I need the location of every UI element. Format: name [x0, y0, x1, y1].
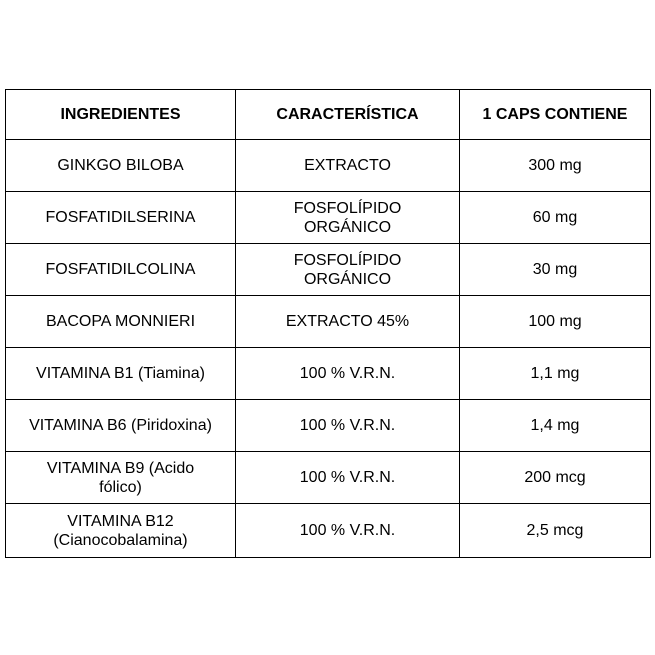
amount-cell: 100 mg — [460, 296, 651, 348]
table-row — [6, 296, 651, 348]
amount-cell: 2,5 mcg — [460, 504, 651, 558]
characteristic-text: 100 % V.R.N. — [299, 417, 396, 434]
ingredient-text: VITAMINA B9 (Acido — [46, 459, 195, 477]
amount-cell: 60 mg — [460, 192, 651, 244]
characteristic-text: 100 % V.R.N. — [299, 365, 396, 382]
characteristic-cell — [236, 400, 460, 452]
ingredient-text: FOSFATIDILCOLINA — [45, 261, 196, 278]
ingredient-text: (Cianocobalamina) — [53, 531, 188, 549]
ingredient-text: FOSFATIDILSERINA — [45, 209, 196, 226]
ingredient-text: VITAMINA B1 (Tiamina) — [36, 365, 205, 382]
table-row — [6, 244, 651, 296]
characteristic-text: EXTRACTO 45% — [285, 313, 410, 330]
ingredient-cell — [6, 192, 236, 244]
ingredient-cell — [6, 244, 236, 296]
characteristic-cell — [236, 504, 460, 558]
characteristic-text: EXTRACTO — [304, 157, 391, 174]
ingredient-text: BACOPA MONNIERI — [45, 313, 196, 330]
amount-cell: 1,4 mg — [460, 400, 651, 452]
characteristic-cell — [236, 244, 460, 296]
characteristic-cell — [236, 192, 460, 244]
ingredient-cell — [6, 504, 236, 558]
characteristic-cell — [236, 140, 460, 192]
characteristic-text: 100 % V.R.N. — [299, 522, 396, 539]
header-caracteristica: CARACTERÍSTICA — [236, 90, 460, 140]
ingredient-cell — [6, 348, 236, 400]
header-ingredientes: INGREDIENTES — [6, 90, 236, 140]
characteristic-cell — [236, 296, 460, 348]
amount-cell: 200 mcg — [460, 452, 651, 504]
characteristic-text: FOSFOLÍPIDO — [293, 199, 402, 217]
table-row — [6, 348, 651, 400]
ingredient-text: VITAMINA B6 (Piridoxina) — [29, 417, 212, 434]
characteristic-text: FOSFOLÍPIDO — [293, 251, 402, 269]
characteristic-text: ORGÁNICO — [303, 218, 392, 236]
ingredient-cell — [6, 400, 236, 452]
table-row — [6, 452, 651, 504]
ingredient-cell — [6, 452, 236, 504]
ingredient-text: fólico) — [99, 478, 142, 496]
characteristic-cell — [236, 452, 460, 504]
amount-cell: 1,1 mg — [460, 348, 651, 400]
table-row — [6, 192, 651, 244]
table-row — [6, 400, 651, 452]
characteristic-text: ORGÁNICO — [303, 270, 392, 288]
table-row — [6, 140, 651, 192]
amount-cell: 30 mg — [460, 244, 651, 296]
ingredient-text: VITAMINA B12 — [67, 512, 174, 530]
ingredient-text: GINKGO BILOBA — [57, 157, 184, 174]
table-row — [6, 504, 651, 558]
ingredient-cell — [6, 296, 236, 348]
ingredient-cell — [6, 140, 236, 192]
characteristic-text: 100 % V.R.N. — [299, 469, 396, 486]
characteristic-cell — [236, 348, 460, 400]
table-header-row — [6, 90, 651, 140]
amount-cell: 300 mg — [460, 140, 651, 192]
ingredients-table — [5, 89, 651, 558]
header-caps-contiene: 1 CAPS CONTIENE — [460, 90, 651, 140]
